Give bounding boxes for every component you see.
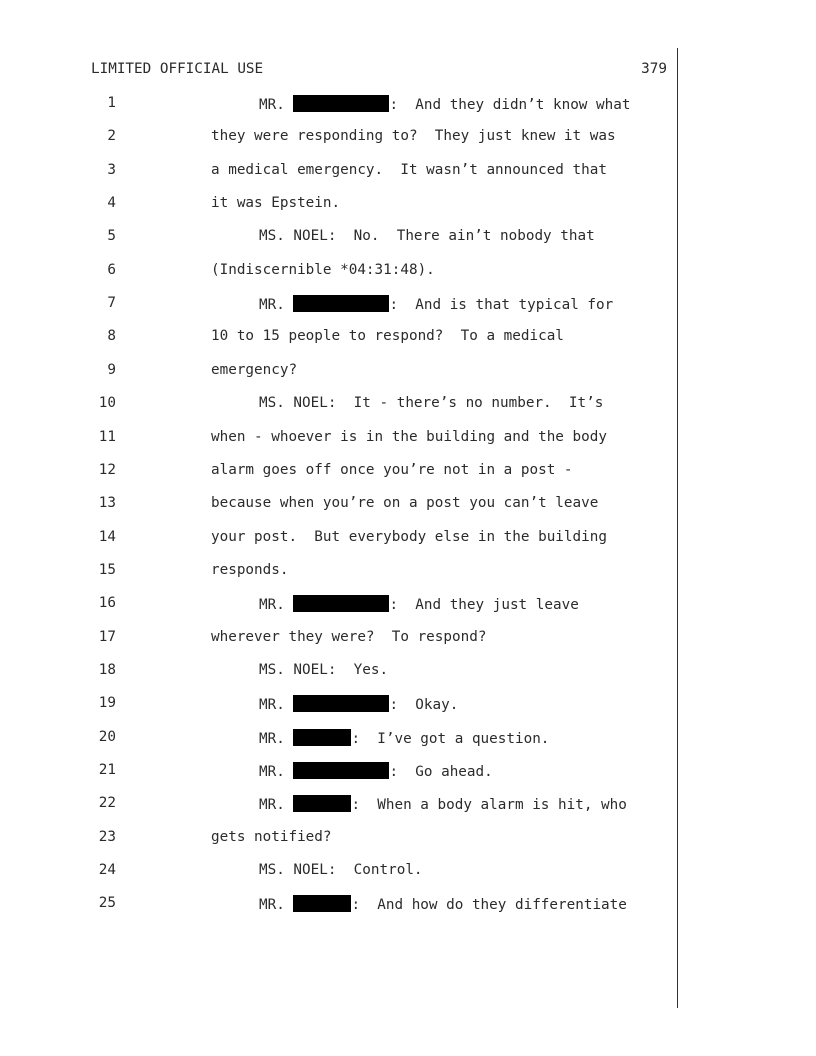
speaker-prefix: MR. bbox=[259, 597, 294, 614]
line-number: 24 bbox=[98, 862, 116, 879]
classification-header: LIMITED OFFICIAL USE bbox=[91, 61, 264, 77]
line-number: 5 bbox=[107, 228, 116, 245]
redaction-box bbox=[293, 295, 389, 312]
line-number: 7 bbox=[107, 295, 116, 312]
transcript-line bbox=[211, 829, 332, 845]
transcript-line bbox=[259, 729, 549, 747]
transcript-line bbox=[211, 362, 297, 378]
line-number: 12 bbox=[98, 461, 116, 478]
line-text: responds. bbox=[211, 561, 289, 578]
line-number: 1 bbox=[107, 95, 116, 111]
transcript-line bbox=[211, 495, 598, 511]
line-text: your post. But everybody else in the building bbox=[211, 528, 607, 545]
line-text: (Indiscernible *04:31:48). bbox=[211, 261, 435, 278]
line-text: : Okay. bbox=[389, 697, 459, 714]
line-text: because when you’re on a post you can’t leave bbox=[211, 495, 599, 512]
line-text: : I’ve got a question. bbox=[351, 730, 550, 747]
transcript-line bbox=[211, 162, 607, 178]
transcript-line bbox=[259, 695, 458, 713]
line-text: 10 to 15 people to respond? To a medical bbox=[211, 328, 564, 345]
line-text: MS. NOEL: No. There ain’t nobody that bbox=[259, 228, 595, 245]
line-number: 2 bbox=[107, 128, 116, 145]
speaker-prefix: MR. bbox=[259, 764, 294, 780]
line-number: 13 bbox=[98, 495, 116, 512]
transcript-line bbox=[211, 462, 573, 478]
line-number: 17 bbox=[98, 628, 116, 645]
transcript-line bbox=[211, 328, 564, 344]
speaker-prefix: MR. bbox=[259, 97, 294, 113]
line-number: 25 bbox=[98, 895, 116, 912]
transcript-line bbox=[259, 395, 603, 411]
line-text: wherever they were? To respond? bbox=[211, 628, 487, 645]
line-text: a medical emergency. It wasn’t announced that bbox=[211, 161, 607, 178]
line-number: 23 bbox=[98, 828, 116, 845]
page-number: 379 bbox=[641, 61, 667, 77]
transcript-line bbox=[259, 762, 493, 780]
line-text: they were responding to? They just knew it was bbox=[211, 128, 616, 145]
line-number: 14 bbox=[98, 528, 116, 545]
line-text: : And they didn’t know what bbox=[389, 97, 631, 113]
line-text: : And is that typical for bbox=[389, 297, 614, 314]
line-text: gets notified? bbox=[211, 828, 332, 845]
transcript-line bbox=[259, 228, 595, 244]
transcript-line bbox=[259, 862, 423, 878]
speaker-prefix: MR. bbox=[259, 730, 294, 747]
line-number: 11 bbox=[98, 428, 116, 445]
redaction-box bbox=[293, 729, 351, 746]
redaction-box bbox=[293, 595, 389, 612]
line-text: MS. NOEL: Yes. bbox=[259, 661, 389, 678]
transcript-line bbox=[211, 562, 288, 578]
line-number: 8 bbox=[107, 328, 116, 345]
redaction-box bbox=[293, 795, 351, 812]
line-number: 6 bbox=[107, 261, 116, 278]
line-number: 9 bbox=[107, 361, 116, 378]
line-text: when - whoever is in the building and the body bbox=[211, 428, 607, 445]
speaker-prefix: MR. bbox=[259, 297, 294, 314]
transcript-line bbox=[211, 262, 435, 278]
line-text: it was Epstein. bbox=[211, 195, 341, 212]
line-number: 15 bbox=[98, 561, 116, 578]
transcript-line bbox=[259, 662, 388, 678]
line-text: : And they just leave bbox=[389, 597, 579, 614]
speaker-prefix: MR. bbox=[259, 897, 294, 914]
redaction-box bbox=[293, 695, 389, 712]
redaction-box bbox=[293, 895, 351, 912]
line-text: emergency? bbox=[211, 361, 298, 378]
line-text: MS. NOEL: It - there’s no number. It’s bbox=[259, 395, 604, 412]
redaction-box bbox=[293, 95, 389, 112]
transcript-line bbox=[211, 529, 607, 545]
transcript-line bbox=[211, 429, 607, 445]
line-text: : When a body alarm is hit, who bbox=[351, 797, 627, 814]
line-number: 3 bbox=[107, 161, 116, 178]
transcript-line bbox=[259, 295, 613, 313]
transcript-line bbox=[259, 95, 630, 113]
speaker-prefix: MR. bbox=[259, 797, 294, 814]
speaker-prefix: MR. bbox=[259, 697, 294, 714]
line-text: : Go ahead. bbox=[389, 764, 493, 780]
line-number: 20 bbox=[98, 728, 116, 745]
line-number: 19 bbox=[98, 695, 116, 712]
transcript-line bbox=[211, 128, 616, 144]
right-margin-rule bbox=[677, 48, 678, 1008]
line-text: MS. NOEL: Control. bbox=[259, 862, 423, 879]
line-number: 4 bbox=[107, 195, 116, 212]
line-text: alarm goes off once you’re not in a post - bbox=[211, 461, 573, 478]
transcript-line bbox=[259, 595, 579, 613]
transcript-line bbox=[211, 195, 340, 211]
transcript-line bbox=[211, 629, 486, 645]
line-text: : And how do they differentiate bbox=[351, 897, 627, 914]
line-number: 10 bbox=[98, 395, 116, 412]
transcript-line bbox=[259, 795, 627, 813]
redaction-box bbox=[293, 762, 389, 779]
line-number: 22 bbox=[98, 795, 116, 812]
transcript-line bbox=[259, 895, 627, 913]
line-number: 21 bbox=[98, 762, 116, 778]
line-number: 16 bbox=[98, 595, 116, 612]
line-number: 18 bbox=[98, 661, 116, 678]
